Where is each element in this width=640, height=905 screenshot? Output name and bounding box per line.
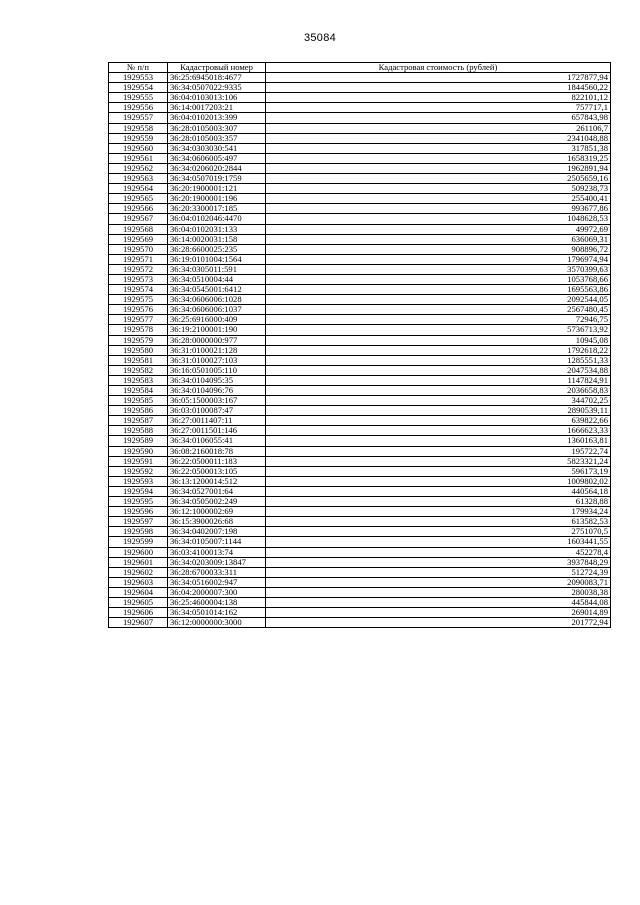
- cadastral-number-cell: 36:34:0606005:497: [168, 153, 266, 163]
- cadastral-number-cell: 36:34:0305011:591: [168, 264, 266, 274]
- table-row: [109, 456, 611, 466]
- table-row: [109, 123, 611, 133]
- row-number-cell: 1929553: [109, 73, 168, 83]
- cadastral-number-cell: 36:03:4100013:74: [168, 547, 266, 557]
- row-number-cell: 1929605: [109, 597, 168, 607]
- row-number-cell: 1929563: [109, 174, 168, 184]
- row-number-cell: 1929579: [109, 335, 168, 345]
- row-number-cell: 1929594: [109, 486, 168, 496]
- cadastral-value-cell: 2047534,88: [266, 365, 611, 375]
- cadastral-number-cell: 36:16:0501005:110: [168, 365, 266, 375]
- cadastral-value-cell: 3937848,29: [266, 557, 611, 567]
- cadastral-value-cell: 2890539,11: [266, 406, 611, 416]
- table-row: [109, 577, 611, 587]
- cadastral-number-cell: 36:34:0203009:13847: [168, 557, 266, 567]
- cadastral-number-cell: 36:19:0101004:1564: [168, 254, 266, 264]
- cadastral-number-cell: 36:20:1900001:196: [168, 194, 266, 204]
- row-number-cell: 1929571: [109, 254, 168, 264]
- cadastral-number-cell: 36:13:1200014:512: [168, 476, 266, 486]
- table-row: [109, 557, 611, 567]
- row-number-cell: 1929596: [109, 507, 168, 517]
- cadastral-value-cell: 2092544,05: [266, 295, 611, 305]
- cadastral-value-cell: 2341048,88: [266, 133, 611, 143]
- table-row: [109, 113, 611, 123]
- cadastral-value-cell: 5736713,92: [266, 325, 611, 335]
- row-number-cell: 1929600: [109, 547, 168, 557]
- cadastral-number-cell: 36:28:6700033:311: [168, 567, 266, 577]
- table-row: [109, 315, 611, 325]
- table-row: [109, 547, 611, 557]
- table-row: [109, 194, 611, 204]
- cadastral-number-cell: 36:12:1000002:69: [168, 507, 266, 517]
- cadastral-number-cell: 36:34:0303030:541: [168, 143, 266, 153]
- table-row: [109, 93, 611, 103]
- cadastral-value-cell: 613582,53: [266, 517, 611, 527]
- table-row: [109, 587, 611, 597]
- table-row: [109, 507, 611, 517]
- table-row: [109, 184, 611, 194]
- cadastral-number-cell: 36:34:0516002:947: [168, 577, 266, 587]
- cadastral-value-cell: 509238,73: [266, 184, 611, 194]
- row-number-cell: 1929591: [109, 456, 168, 466]
- row-number-cell: 1929572: [109, 264, 168, 274]
- table-row: [109, 133, 611, 143]
- cadastral-number-cell: 36:25:6916000:409: [168, 315, 266, 325]
- cadastral-number-cell: 36:34:0104095:35: [168, 375, 266, 385]
- cadastral-number-cell: 36:25:4600004:138: [168, 597, 266, 607]
- cadastral-number-cell: 36:34:0206020:2844: [168, 163, 266, 173]
- cadastral-number-cell: 36:34:0402007:198: [168, 527, 266, 537]
- cadastral-number-cell: 36:34:0606006:1037: [168, 305, 266, 315]
- header-cadastral-value: Кадастровая стоимость (рублей): [266, 63, 611, 73]
- cadastral-number-cell: 36:34:0104096:76: [168, 386, 266, 396]
- row-number-cell: 1929598: [109, 527, 168, 537]
- row-number-cell: 1929589: [109, 436, 168, 446]
- cadastral-value-cell: 255400,41: [266, 194, 611, 204]
- cadastral-number-cell: 36:34:0507019:1759: [168, 174, 266, 184]
- cadastral-number-cell: 36:34:0527001:64: [168, 486, 266, 496]
- row-number-cell: 1929577: [109, 315, 168, 325]
- row-number-cell: 1929590: [109, 446, 168, 456]
- table-row: [109, 486, 611, 496]
- row-number-cell: 1929581: [109, 355, 168, 365]
- table-row: [109, 295, 611, 305]
- cadastral-value-cell: 2090083,71: [266, 577, 611, 587]
- row-number-cell: 1929558: [109, 123, 168, 133]
- table-row: [109, 153, 611, 163]
- table-row: [109, 143, 611, 153]
- row-number-cell: 1929570: [109, 244, 168, 254]
- cadastral-number-cell: 36:34:0505002:249: [168, 497, 266, 507]
- cadastral-value-cell: 822101,12: [266, 93, 611, 103]
- cadastral-number-cell: 36:28:0000000:977: [168, 335, 266, 345]
- cadastral-value-cell: 3570399,63: [266, 264, 611, 274]
- cadastral-value-cell: 1844560,22: [266, 83, 611, 93]
- cadastral-number-cell: 36:04:0102046:4470: [168, 214, 266, 224]
- row-number-cell: 1929585: [109, 396, 168, 406]
- row-number-cell: 1929584: [109, 386, 168, 396]
- cadastral-value-cell: 639822,66: [266, 416, 611, 426]
- cadastral-value-cell: 757717,1: [266, 103, 611, 113]
- row-number-cell: 1929578: [109, 325, 168, 335]
- table-row: [109, 497, 611, 507]
- row-number-cell: 1929597: [109, 517, 168, 527]
- cadastral-value-cell: 993677,86: [266, 204, 611, 214]
- cadastral-number-cell: 36:34:0507022:9335: [168, 83, 266, 93]
- row-number-cell: 1929566: [109, 204, 168, 214]
- cadastral-value-cell: 512724,39: [266, 567, 611, 577]
- row-number-cell: 1929602: [109, 567, 168, 577]
- cadastral-value-cell: 908896,72: [266, 244, 611, 254]
- row-number-cell: 1929559: [109, 133, 168, 143]
- cadastral-number-cell: 36:27:0011407:11: [168, 416, 266, 426]
- cadastral-value-cell: 596173,19: [266, 466, 611, 476]
- cadastral-number-cell: 36:28:0105003:307: [168, 123, 266, 133]
- cadastral-number-cell: 36:20:1900001:121: [168, 184, 266, 194]
- row-number-cell: 1929557: [109, 113, 168, 123]
- cadastral-value-cell: 1962891,94: [266, 163, 611, 173]
- cadastral-value-cell: 1009802,02: [266, 476, 611, 486]
- row-number-cell: 1929603: [109, 577, 168, 587]
- row-number-cell: 1929575: [109, 295, 168, 305]
- row-number-cell: 1929593: [109, 476, 168, 486]
- cadastral-value-cell: 445844,08: [266, 597, 611, 607]
- table-row: [109, 204, 611, 214]
- table-row: [109, 537, 611, 547]
- cadastral-value-cell: 2505659,16: [266, 174, 611, 184]
- cadastral-number-cell: 36:31:0100021:128: [168, 345, 266, 355]
- cadastral-number-cell: 36:34:0501014:162: [168, 608, 266, 618]
- cadastral-number-cell: 36:34:0105007:1144: [168, 537, 266, 547]
- row-number-cell: 1929601: [109, 557, 168, 567]
- table-row: [109, 274, 611, 284]
- row-number-cell: 1929588: [109, 426, 168, 436]
- table-row: [109, 375, 611, 385]
- table-row: [109, 254, 611, 264]
- table-row: [109, 436, 611, 446]
- cadastral-value-cell: 657843,98: [266, 113, 611, 123]
- table-row: [109, 426, 611, 436]
- row-number-cell: 1929586: [109, 406, 168, 416]
- table-row: [109, 305, 611, 315]
- row-number-cell: 1929555: [109, 93, 168, 103]
- cadastral-number-cell: 36:14:0020031:158: [168, 234, 266, 244]
- table-row: [109, 285, 611, 295]
- cadastral-number-cell: 36:22:0500013:105: [168, 466, 266, 476]
- row-number-cell: 1929606: [109, 608, 168, 618]
- cadastral-number-cell: 36:19:2100001:190: [168, 325, 266, 335]
- cadastral-number-cell: 36:27:0011501:146: [168, 426, 266, 436]
- table-row: [109, 214, 611, 224]
- cadastral-value-cell: 5823321,24: [266, 456, 611, 466]
- cadastral-number-cell: 36:28:0105003:357: [168, 133, 266, 143]
- cadastral-value-cell: 49972,69: [266, 224, 611, 234]
- cadastral-number-cell: 36:04:0102013:399: [168, 113, 266, 123]
- table-row: [109, 597, 611, 607]
- cadastral-value-cell: 1048628,53: [266, 214, 611, 224]
- table-row: [109, 406, 611, 416]
- row-number-cell: 1929604: [109, 587, 168, 597]
- table-row: [109, 174, 611, 184]
- page-number: 35084: [303, 32, 337, 44]
- cadastral-number-cell: 36:25:6945018:4677: [168, 73, 266, 83]
- row-number-cell: 1929580: [109, 345, 168, 355]
- cadastral-number-cell: 36:14:0017203:21: [168, 103, 266, 113]
- row-number-cell: 1929583: [109, 375, 168, 385]
- table-row: [109, 224, 611, 234]
- cadastral-value-cell: 1792618,22: [266, 345, 611, 355]
- cadastral-number-cell: 36:05:1500003:167: [168, 396, 266, 406]
- cadastral-value-cell: 61328,88: [266, 497, 611, 507]
- cadastral-number-cell: 36:08:2160018:78: [168, 446, 266, 456]
- table-row: [109, 386, 611, 396]
- cadastral-value-cell: 201772,94: [266, 618, 611, 628]
- cadastral-value-cell: 1285551,33: [266, 355, 611, 365]
- table-row: [109, 83, 611, 93]
- table-row: [109, 325, 611, 335]
- row-number-cell: 1929574: [109, 285, 168, 295]
- cadastral-value-cell: 317851,38: [266, 143, 611, 153]
- cadastral-number-cell: 36:34:0606006:1028: [168, 295, 266, 305]
- table-row: [109, 466, 611, 476]
- cadastral-value-cell: 269014,89: [266, 608, 611, 618]
- cadastral-value-cell: 10945,08: [266, 335, 611, 345]
- table-row: [109, 608, 611, 618]
- cadastral-number-cell: 36:12:0000000:3000: [168, 618, 266, 628]
- table-row: [109, 618, 611, 628]
- cadastral-number-cell: 36:34:0106055:41: [168, 436, 266, 446]
- table-row: [109, 244, 611, 254]
- cadastral-value-cell: 440564,18: [266, 486, 611, 496]
- table-row: [109, 446, 611, 456]
- row-number-cell: 1929561: [109, 153, 168, 163]
- table-row: [109, 365, 611, 375]
- row-number-cell: 1929573: [109, 274, 168, 284]
- row-number-cell: 1929564: [109, 184, 168, 194]
- table-row: [109, 73, 611, 83]
- cadastral-value-cell: 280038,38: [266, 587, 611, 597]
- cadastral-value-cell: 636069,31: [266, 234, 611, 244]
- cadastral-value-cell: 1603441,55: [266, 537, 611, 547]
- header-cadastral-number: Кадастровый номер: [168, 63, 266, 73]
- row-number-cell: 1929568: [109, 224, 168, 234]
- cadastral-value-table: [108, 62, 611, 628]
- table-row: [109, 264, 611, 274]
- cadastral-number-cell: 36:31:0100027:103: [168, 355, 266, 365]
- table-row: [109, 567, 611, 577]
- cadastral-value-cell: 1695563,86: [266, 285, 611, 295]
- row-number-cell: 1929567: [109, 214, 168, 224]
- row-number-cell: 1929582: [109, 365, 168, 375]
- cadastral-number-cell: 36:04:2000007:300: [168, 587, 266, 597]
- cadastral-value-cell: 1053768,66: [266, 274, 611, 284]
- cadastral-value-cell: 2751070,5: [266, 527, 611, 537]
- row-number-cell: 1929556: [109, 103, 168, 113]
- table-row: [109, 416, 611, 426]
- table-row: [109, 345, 611, 355]
- table-header: [109, 63, 611, 73]
- table-row: [109, 527, 611, 537]
- cadastral-value-cell: 452278,4: [266, 547, 611, 557]
- cadastral-number-cell: 36:34:0510004:44: [168, 274, 266, 284]
- row-number-cell: 1929587: [109, 416, 168, 426]
- cadastral-value-cell: 1727877,94: [266, 73, 611, 83]
- cadastral-value-cell: 179934,24: [266, 507, 611, 517]
- table-row: [109, 103, 611, 113]
- cadastral-value-cell: 195722,74: [266, 446, 611, 456]
- cadastral-number-cell: 36:28:6600025:235: [168, 244, 266, 254]
- table-row: [109, 163, 611, 173]
- header-row-number: № п/п: [109, 63, 168, 73]
- table-row: [109, 355, 611, 365]
- table-row: [109, 476, 611, 486]
- cadastral-value-cell: 1796974,94: [266, 254, 611, 264]
- row-number-cell: 1929576: [109, 305, 168, 315]
- cadastral-value-cell: 1658319,25: [266, 153, 611, 163]
- row-number-cell: 1929562: [109, 163, 168, 173]
- row-number-cell: 1929565: [109, 194, 168, 204]
- row-number-cell: 1929595: [109, 497, 168, 507]
- cadastral-value-cell: 1147824,91: [266, 375, 611, 385]
- cadastral-number-cell: 36:22:0500011:183: [168, 456, 266, 466]
- cadastral-number-cell: 36:20:3300017:185: [168, 204, 266, 214]
- row-number-cell: 1929592: [109, 466, 168, 476]
- table-row: [109, 234, 611, 244]
- cadastral-number-cell: 36:04:0102031:133: [168, 224, 266, 234]
- row-number-cell: 1929569: [109, 234, 168, 244]
- cadastral-value-cell: 2036658,83: [266, 386, 611, 396]
- cadastral-value-cell: 344702,25: [266, 396, 611, 406]
- cadastral-number-cell: 36:15:3900026:68: [168, 517, 266, 527]
- table-row: [109, 335, 611, 345]
- cadastral-value-cell: 1666623,33: [266, 426, 611, 436]
- cadastral-value-cell: 72946,75: [266, 315, 611, 325]
- cadastral-value-cell: 2567480,45: [266, 305, 611, 315]
- table-row: [109, 517, 611, 527]
- cadastral-number-cell: 36:34:0545001:6412: [168, 285, 266, 295]
- header-row: [109, 63, 611, 73]
- cadastral-number-cell: 36:04:0103013:106: [168, 93, 266, 103]
- table-body: [109, 73, 611, 628]
- row-number-cell: 1929554: [109, 83, 168, 93]
- table-row: [109, 396, 611, 406]
- row-number-cell: 1929607: [109, 618, 168, 628]
- cadastral-value-cell: 261106,7: [266, 123, 611, 133]
- cadastral-value-cell: 1360163,81: [266, 436, 611, 446]
- cadastral-number-cell: 36:03:0100087:47: [168, 406, 266, 416]
- row-number-cell: 1929560: [109, 143, 168, 153]
- row-number-cell: 1929599: [109, 537, 168, 547]
